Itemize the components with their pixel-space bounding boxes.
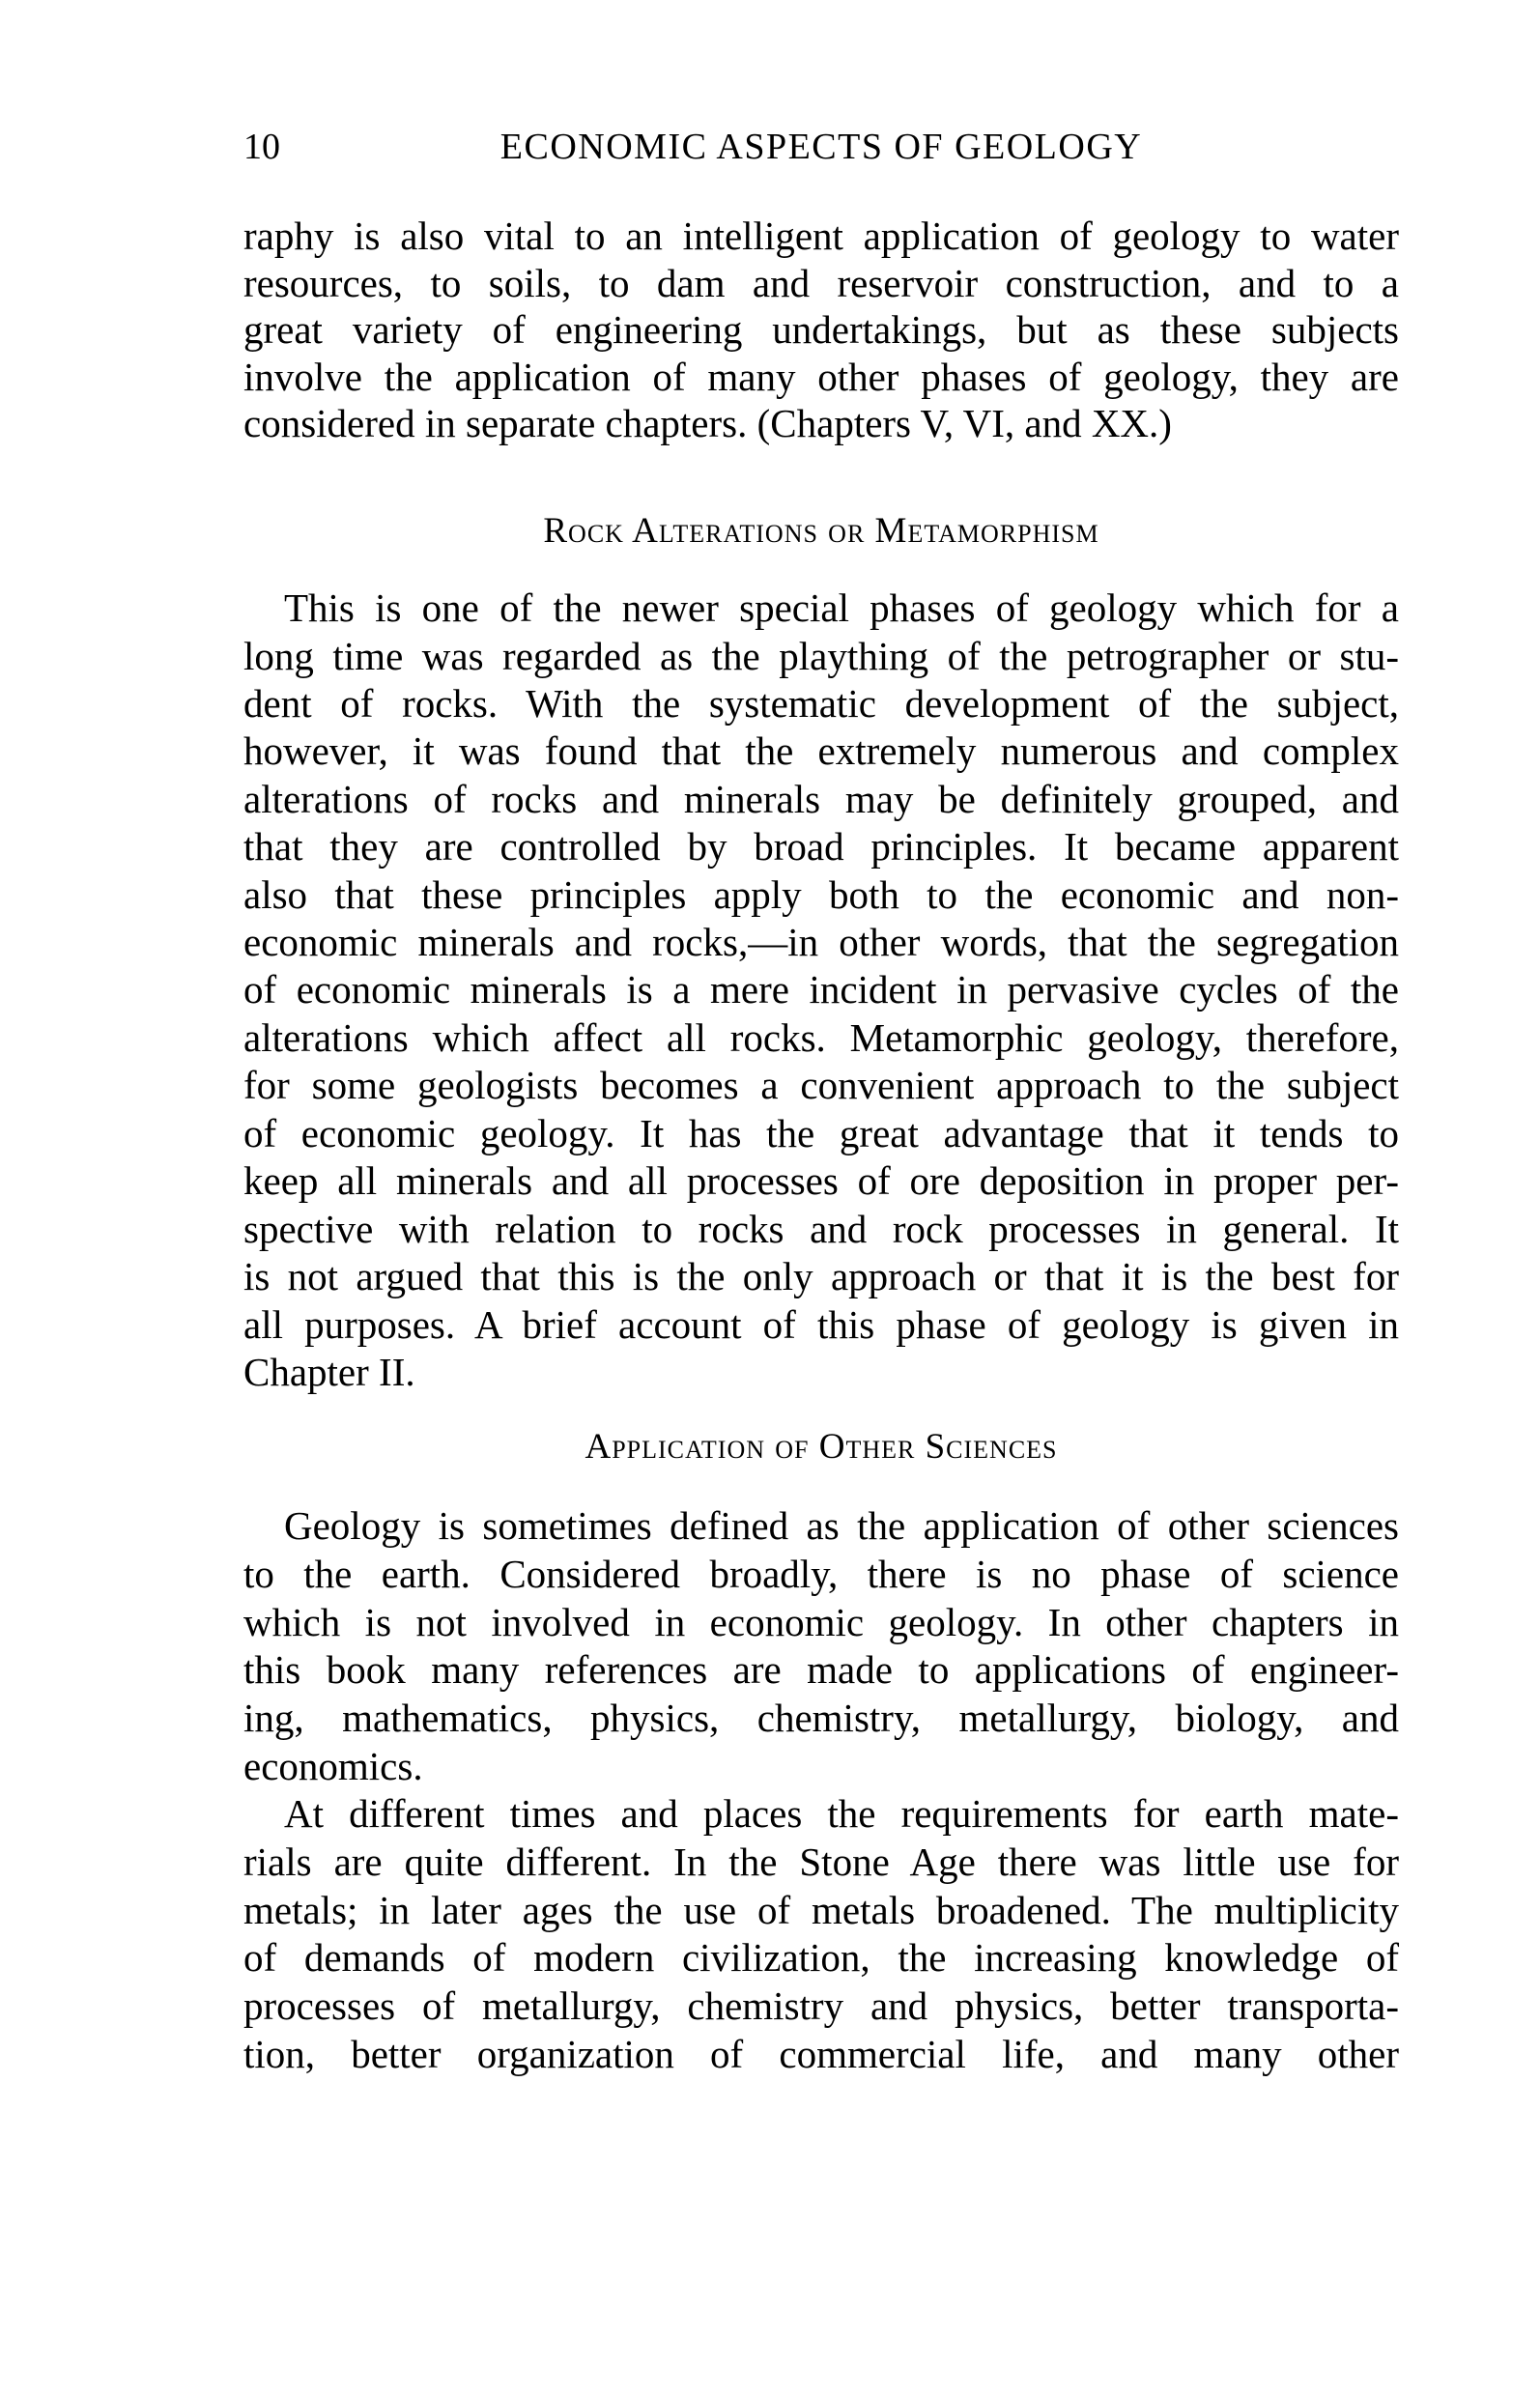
text-line: spective with relation to rocks and rock processes in general. It (243, 1207, 1399, 1251)
text-line: however, it was found that the extremely numerous and complex (243, 728, 1399, 773)
text-line: tion, better organization of commercial life, and many other (243, 2032, 1399, 2076)
text-line: metals; in later ages the use of metals broadened. The multiplicity (243, 1888, 1399, 1932)
text-line: dent of rocks. With the systematic development of the subject, (243, 681, 1399, 726)
text-line: is not argued that this is the only approach or that it is the best for (243, 1254, 1399, 1298)
text-line: involve the application of many other phases of geology, they are (243, 355, 1399, 399)
text-line: also that these principles apply both to the economic and non- (243, 872, 1399, 917)
text-line: all purposes. A brief account of this phase of geology is given in (243, 1302, 1399, 1347)
section-heading-rock-alterations: Rock Alterations or Metamorphism (543, 511, 1099, 551)
text-line: Chapter II. (243, 1350, 415, 1394)
text-line: economic minerals and rocks,—in other words, that the segregation (243, 920, 1399, 964)
text-line: for some geologists becomes a convenient approach to the subject (243, 1063, 1399, 1107)
text-line: this book many references are made to applications of engineer- (243, 1647, 1399, 1692)
text-line: raphy is also vital to an intelligent application of geology to water (243, 214, 1399, 258)
page-number: 10 (243, 127, 280, 167)
text-line: of economic geology. It has the great advantage that it tends to (243, 1111, 1399, 1155)
section-heading-application-of-other-sciences: Application of Other Sciences (585, 1427, 1058, 1467)
text-line: of demands of modern civilization, the increasing knowledge of (243, 1935, 1399, 1980)
text-line: Geology is sometimes defined as the application of other sciences (284, 1503, 1399, 1548)
text-line: to the earth. Considered broadly, there is no phase of science (243, 1552, 1399, 1596)
text-line: which is not involved in economic geology. In other chapters in (243, 1600, 1399, 1644)
text-line: This is one of the newer special phases of geology which for a (284, 585, 1399, 630)
running-head (243, 124, 1399, 170)
text-line: economics. (243, 1744, 423, 1788)
text-line: long time was regarded as the plaything of the petrographer or stu- (243, 634, 1399, 678)
text-line: of economic minerals is a mere incident in pervasive cycles of the (243, 967, 1399, 1012)
text-line: rials are quite different. In the Stone Age there was little use for (243, 1840, 1399, 1884)
text-line: that they are controlled by broad principles. It became apparent (243, 824, 1399, 869)
text-line: great variety of engineering undertakings, but as these subjects (243, 307, 1399, 352)
text-line: alterations of rocks and minerals may be definitely grouped, and (243, 777, 1399, 821)
text-line: resources, to soils, to dam and reservoir construction, and to a (243, 261, 1399, 305)
text-line: keep all minerals and all processes of ore deposition in proper per- (243, 1158, 1399, 1203)
text-line: ing, mathematics, physics, chemistry, metallurgy, biology, and (243, 1696, 1399, 1740)
running-title: ECONOMIC ASPECTS OF GEOLOGY (499, 127, 1143, 167)
text-line: processes of metallurgy, chemistry and physics, better transporta- (243, 1983, 1399, 2028)
text-line: considered in separate chapters. (Chapters V, VI, and XX.) (243, 401, 1172, 445)
text-line: At different times and places the requirements for earth mate- (284, 1791, 1399, 1836)
text-line: alterations which affect all rocks. Metamorphic geology, therefore, (243, 1015, 1399, 1060)
